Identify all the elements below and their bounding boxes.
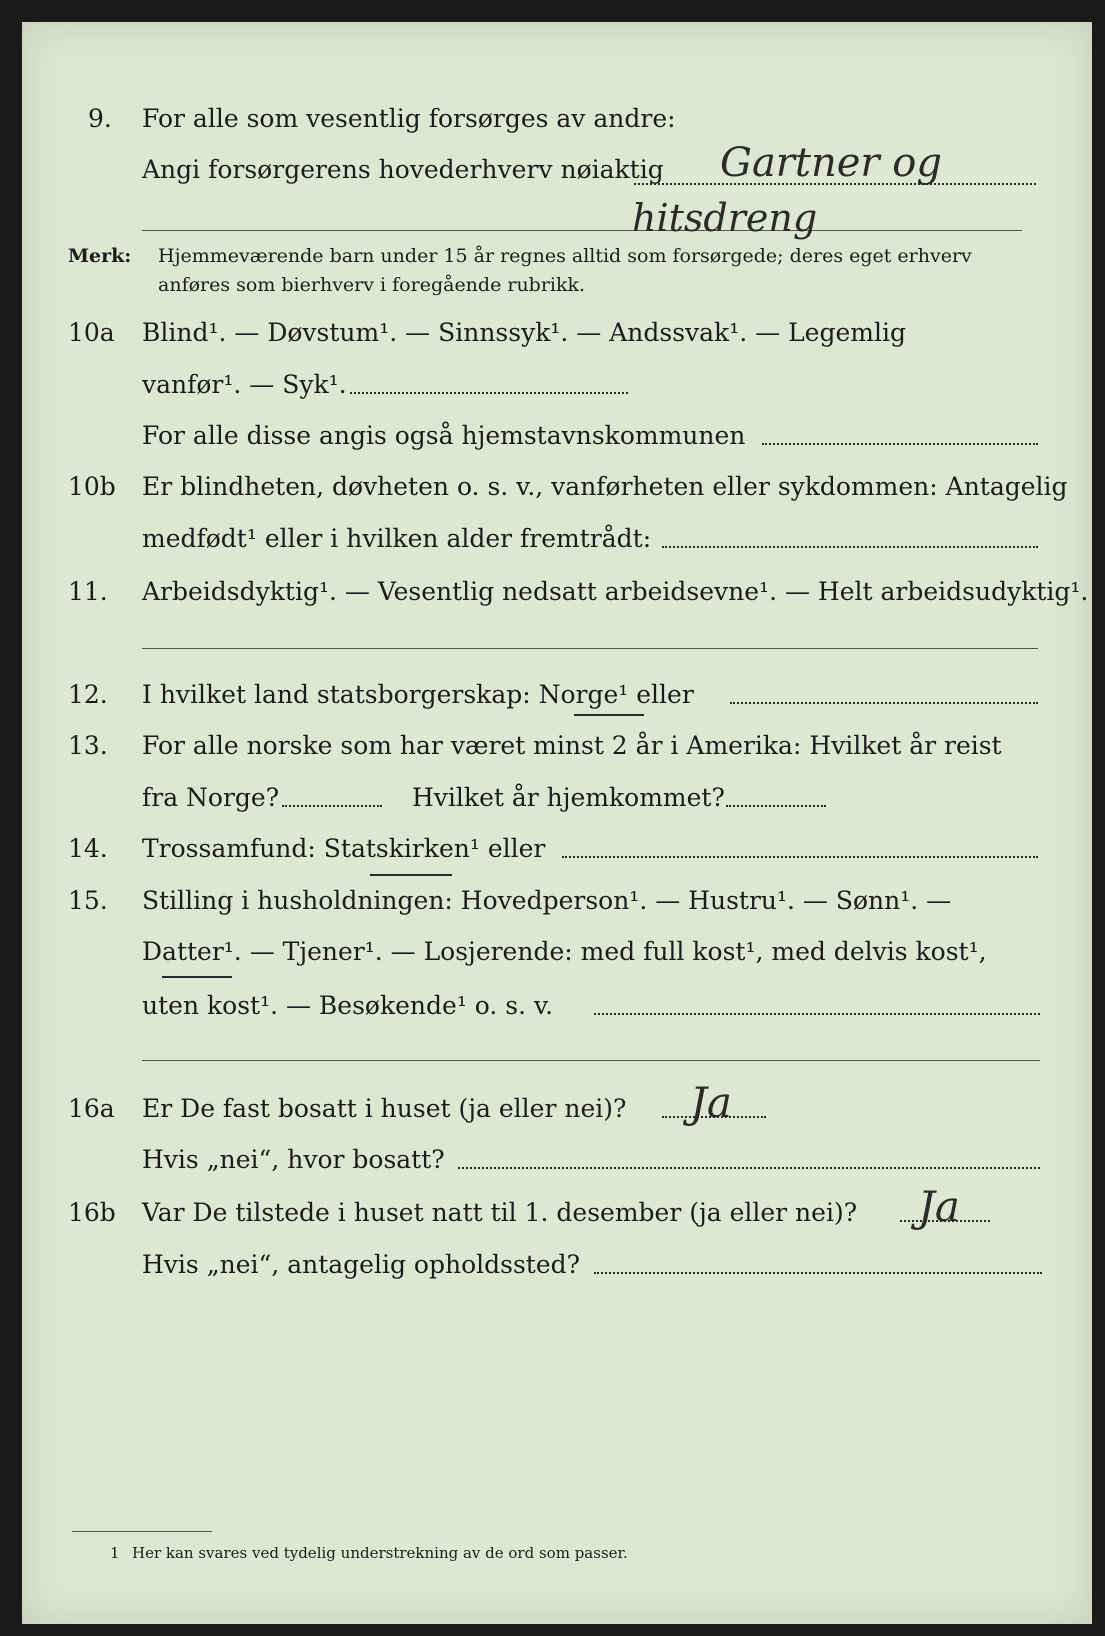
footnote-rule	[72, 1531, 212, 1532]
q16a-text-2: Hvis „nei“, hvor bosatt?	[142, 1145, 445, 1174]
q16a-answer-handwriting: Ja	[690, 1078, 732, 1127]
q11-number: 11.	[68, 577, 108, 606]
q10b-number: 10b	[68, 472, 116, 501]
q15-text-1: Stilling i husholdningen: Hovedperson¹. — Hustru¹. — Sønn¹. —	[142, 886, 952, 915]
q9-text: For alle som vesentlig forsørges av andre:	[142, 104, 676, 133]
q16a-number: 16a	[68, 1094, 115, 1123]
q13-reist-line	[282, 805, 382, 807]
q10a-text-3: For alle disse angis også hjemstavnskommunen	[142, 421, 746, 450]
q13-number: 13.	[68, 731, 108, 760]
q14-answer-line	[562, 856, 1038, 858]
q13-hjemkommet-line	[726, 805, 826, 807]
q16b-text-2: Hvis „nei“, antagelig opholdssted?	[142, 1250, 581, 1279]
q11-text: Arbeidsdyktig¹. — Vesentlig nedsatt arbeidsevne¹. — Helt arbeidsudyktig¹.	[142, 577, 1089, 606]
merk-label: Merk:	[68, 245, 132, 267]
q10a-text-1: Blind¹. — Døvstum¹. — Sinnssyk¹. — Andssvak¹. — Legemlig	[142, 318, 906, 347]
q9-answer-handwriting-2: hitsdreng	[632, 196, 818, 240]
q16b-text-1: Var De tilstede i huset natt til 1. desember (ja eller nei)?	[142, 1198, 858, 1227]
q12-number: 12.	[68, 680, 108, 709]
q15-text-2: Datter¹. — Tjener¹. — Losjerende: med full kost¹, med delvis kost¹,	[142, 937, 987, 966]
q9-blank-line	[142, 230, 1022, 231]
q10a-hjemstavn-line	[762, 443, 1038, 445]
footnote-mark: 1	[110, 1544, 120, 1562]
q10a-text-2: vanfør¹. — Syk¹.	[142, 370, 347, 399]
q12-text: I hvilket land statsborgerskap: Norge¹ eller	[142, 680, 694, 709]
q13-text-2a: fra Norge?	[142, 783, 280, 812]
q14-statskirken-mark	[370, 874, 452, 876]
q14-text: Trossamfund: Statskirken¹ eller	[142, 834, 546, 863]
q10b-text-2: medfødt¹ eller i hvilken alder fremtrådt:	[142, 524, 652, 553]
footnote-text: Her kan svares ved tydelig understrekning av de ord som passer.	[132, 1544, 628, 1562]
q12-norge-underline	[574, 714, 644, 716]
q9-number: 9.	[88, 104, 112, 133]
q16a-bosatt-line	[458, 1167, 1040, 1169]
q12-answer-line	[730, 702, 1038, 704]
q9-answer-handwriting: Gartner og	[720, 140, 942, 186]
q15-blank-line	[142, 1060, 1040, 1061]
q15-answer-line	[594, 1013, 1040, 1015]
q15-text-3: uten kost¹. — Besøkende¹ o. s. v.	[142, 991, 554, 1020]
q15-datter-underline	[162, 976, 232, 978]
q10a-number: 10a	[68, 318, 115, 347]
q13-text-2b: Hvilket år hjemkommet?	[412, 783, 725, 812]
q13-text-1: For alle norske som har været minst 2 år i Amerika: Hvilket år reist	[142, 731, 1002, 760]
merk-text-2: anføres som bierhverv i foregående rubrikk.	[158, 274, 586, 296]
q11-blank-line	[142, 648, 1038, 649]
q10b-answer-line	[662, 546, 1038, 548]
q10a-syk-line	[350, 392, 628, 394]
q16b-answer-handwriting: Ja	[918, 1182, 960, 1231]
q16a-text-1: Er De fast bosatt i huset (ja eller nei)?	[142, 1094, 627, 1123]
q10b-text-1: Er blindheten, døvheten o. s. v., vanførheten eller sykdommen: Antagelig	[142, 472, 1068, 501]
q16b-opholdssted-line	[594, 1272, 1042, 1274]
q16b-number: 16b	[68, 1198, 116, 1227]
merk-text-1: Hjemmeværende barn under 15 år regnes alltid som forsørgede; deres eget erhverv	[158, 245, 972, 267]
q9-question: Angi forsørgerens hovederhverv nøiaktig	[142, 155, 664, 184]
q15-number: 15.	[68, 886, 108, 915]
q14-number: 14.	[68, 834, 108, 863]
